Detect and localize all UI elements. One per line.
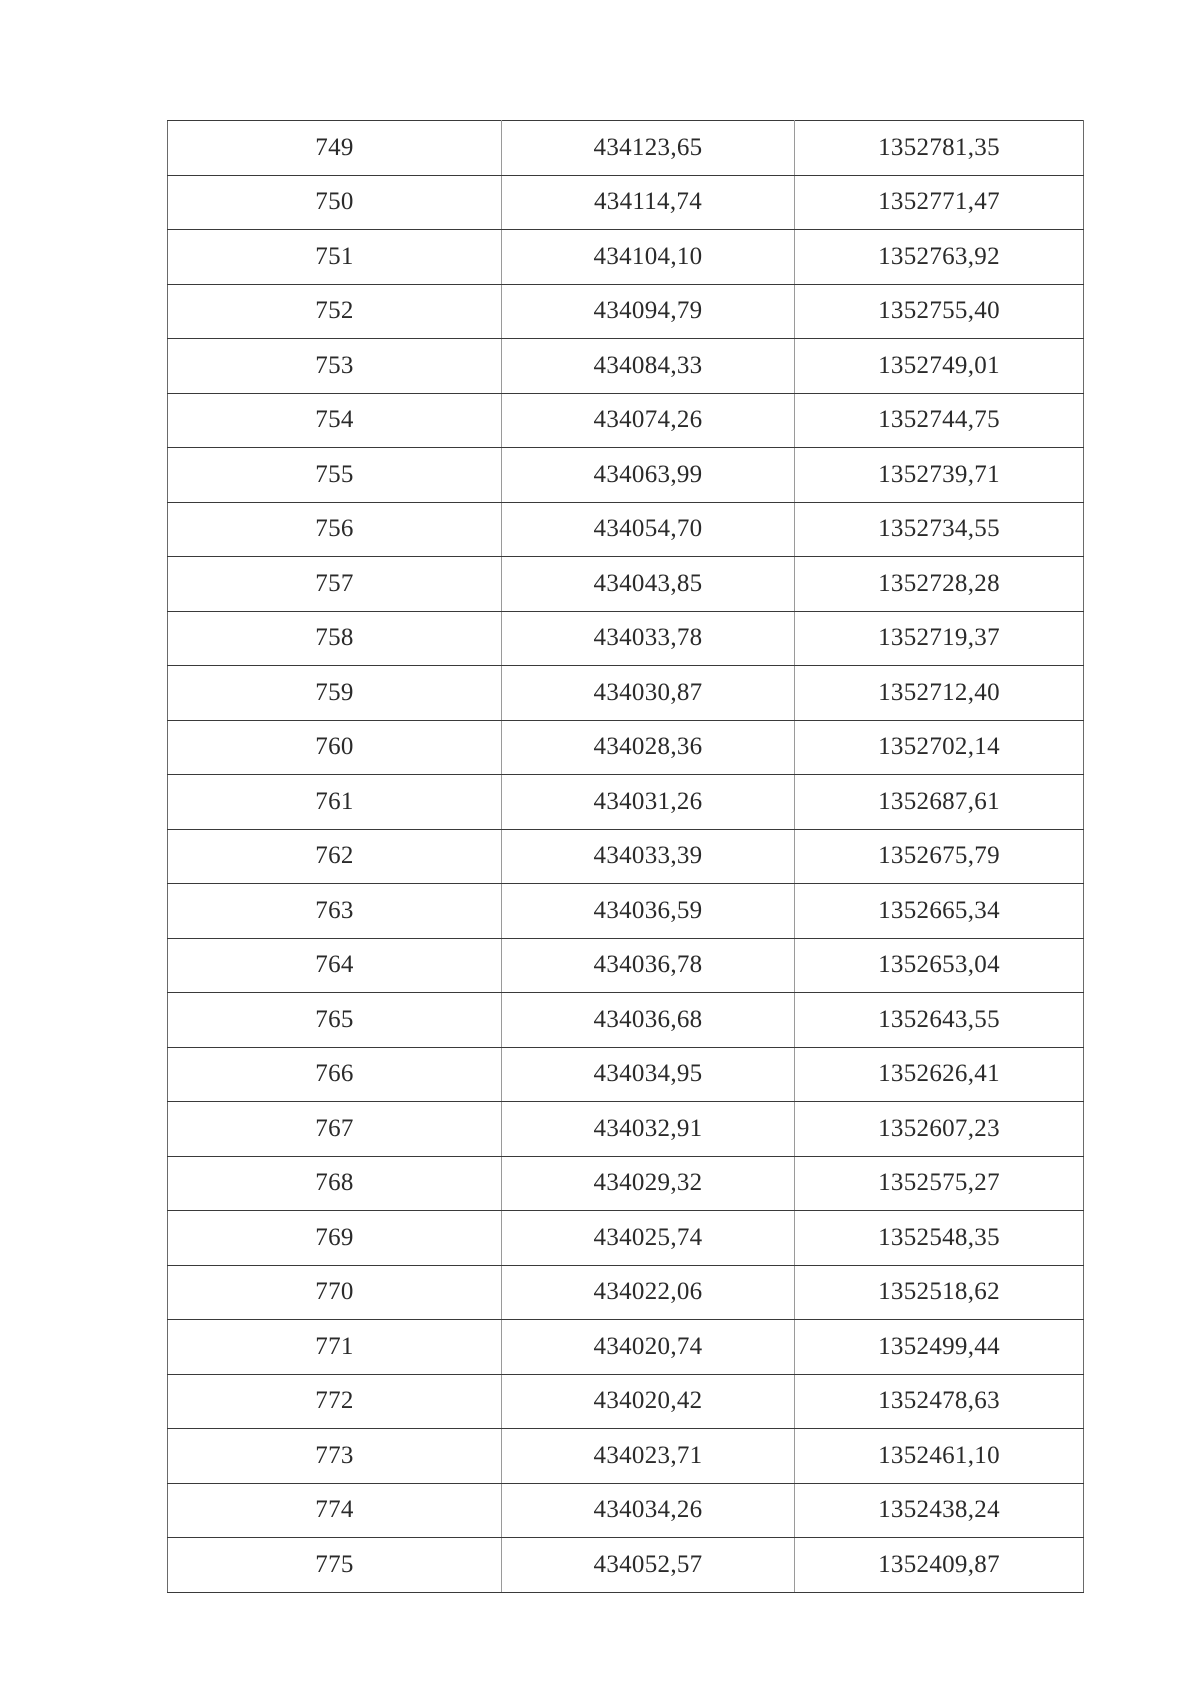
y-coordinate-cell: 1352675,79 — [795, 829, 1084, 884]
x-coordinate-cell: 434114,74 — [502, 175, 795, 230]
table-row — [168, 611, 1084, 666]
table-row — [168, 1047, 1084, 1102]
table-row — [168, 884, 1084, 939]
y-coordinate-cell: 1352665,34 — [795, 884, 1084, 939]
table-row — [168, 720, 1084, 775]
point-number-cell: 773 — [168, 1429, 502, 1484]
table-row — [168, 938, 1084, 993]
table-row — [168, 666, 1084, 721]
point-number-cell: 767 — [168, 1102, 502, 1157]
x-coordinate-cell: 434052,57 — [502, 1538, 795, 1593]
point-number-cell: 756 — [168, 502, 502, 557]
point-number-cell: 769 — [168, 1211, 502, 1266]
point-number-cell: 772 — [168, 1374, 502, 1429]
point-number-cell: 752 — [168, 284, 502, 339]
point-number-cell: 765 — [168, 993, 502, 1048]
y-coordinate-cell: 1352781,35 — [795, 121, 1084, 176]
x-coordinate-cell: 434063,99 — [502, 448, 795, 503]
point-number-cell: 766 — [168, 1047, 502, 1102]
x-coordinate-cell: 434032,91 — [502, 1102, 795, 1157]
table-row — [168, 121, 1084, 176]
table-row — [168, 448, 1084, 503]
y-coordinate-cell: 1352719,37 — [795, 611, 1084, 666]
y-coordinate-cell: 1352749,01 — [795, 339, 1084, 394]
y-coordinate-cell: 1352763,92 — [795, 230, 1084, 285]
point-number-cell: 763 — [168, 884, 502, 939]
point-number-cell: 761 — [168, 775, 502, 830]
point-number-cell: 775 — [168, 1538, 502, 1593]
point-number-cell: 758 — [168, 611, 502, 666]
x-coordinate-cell: 434043,85 — [502, 557, 795, 612]
coordinates-table — [167, 120, 1084, 1593]
y-coordinate-cell: 1352518,62 — [795, 1265, 1084, 1320]
y-coordinate-cell: 1352575,27 — [795, 1156, 1084, 1211]
table-row — [168, 230, 1084, 285]
point-number-cell: 753 — [168, 339, 502, 394]
point-number-cell: 759 — [168, 666, 502, 721]
point-number-cell: 774 — [168, 1483, 502, 1538]
table-row — [168, 284, 1084, 339]
point-number-cell: 764 — [168, 938, 502, 993]
y-coordinate-cell: 1352438,24 — [795, 1483, 1084, 1538]
y-coordinate-cell: 1352461,10 — [795, 1429, 1084, 1484]
y-coordinate-cell: 1352755,40 — [795, 284, 1084, 339]
y-coordinate-cell: 1352653,04 — [795, 938, 1084, 993]
x-coordinate-cell: 434023,71 — [502, 1429, 795, 1484]
y-coordinate-cell: 1352626,41 — [795, 1047, 1084, 1102]
point-number-cell: 770 — [168, 1265, 502, 1320]
y-coordinate-cell: 1352409,87 — [795, 1538, 1084, 1593]
y-coordinate-cell: 1352643,55 — [795, 993, 1084, 1048]
x-coordinate-cell: 434020,74 — [502, 1320, 795, 1375]
x-coordinate-cell: 434034,95 — [502, 1047, 795, 1102]
table-row — [168, 1374, 1084, 1429]
x-coordinate-cell: 434025,74 — [502, 1211, 795, 1266]
x-coordinate-cell: 434029,32 — [502, 1156, 795, 1211]
table-row — [168, 993, 1084, 1048]
x-coordinate-cell: 434104,10 — [502, 230, 795, 285]
x-coordinate-cell: 434028,36 — [502, 720, 795, 775]
y-coordinate-cell: 1352734,55 — [795, 502, 1084, 557]
table-row — [168, 829, 1084, 884]
table-row — [168, 1102, 1084, 1157]
table-row — [168, 1211, 1084, 1266]
point-number-cell: 754 — [168, 393, 502, 448]
x-coordinate-cell: 434030,87 — [502, 666, 795, 721]
x-coordinate-cell: 434033,39 — [502, 829, 795, 884]
y-coordinate-cell: 1352739,71 — [795, 448, 1084, 503]
y-coordinate-cell: 1352728,28 — [795, 557, 1084, 612]
y-coordinate-cell: 1352607,23 — [795, 1102, 1084, 1157]
x-coordinate-cell: 434036,59 — [502, 884, 795, 939]
y-coordinate-cell: 1352499,44 — [795, 1320, 1084, 1375]
point-number-cell: 751 — [168, 230, 502, 285]
y-coordinate-cell: 1352712,40 — [795, 666, 1084, 721]
point-number-cell: 760 — [168, 720, 502, 775]
table-row — [168, 1538, 1084, 1593]
x-coordinate-cell: 434074,26 — [502, 393, 795, 448]
y-coordinate-cell: 1352771,47 — [795, 175, 1084, 230]
table-row — [168, 393, 1084, 448]
point-number-cell: 755 — [168, 448, 502, 503]
coordinates-table-body — [168, 121, 1084, 1593]
y-coordinate-cell: 1352478,63 — [795, 1374, 1084, 1429]
y-coordinate-cell: 1352687,61 — [795, 775, 1084, 830]
x-coordinate-cell: 434036,68 — [502, 993, 795, 1048]
point-number-cell: 762 — [168, 829, 502, 884]
table-row — [168, 502, 1084, 557]
x-coordinate-cell: 434123,65 — [502, 121, 795, 176]
table-row — [168, 1429, 1084, 1484]
y-coordinate-cell: 1352744,75 — [795, 393, 1084, 448]
y-coordinate-cell: 1352548,35 — [795, 1211, 1084, 1266]
table-row — [168, 339, 1084, 394]
x-coordinate-cell: 434033,78 — [502, 611, 795, 666]
point-number-cell: 757 — [168, 557, 502, 612]
x-coordinate-cell: 434036,78 — [502, 938, 795, 993]
x-coordinate-cell: 434020,42 — [502, 1374, 795, 1429]
x-coordinate-cell: 434034,26 — [502, 1483, 795, 1538]
x-coordinate-cell: 434054,70 — [502, 502, 795, 557]
table-row — [168, 1156, 1084, 1211]
x-coordinate-cell: 434022,06 — [502, 1265, 795, 1320]
x-coordinate-cell: 434031,26 — [502, 775, 795, 830]
table-row — [168, 557, 1084, 612]
point-number-cell: 768 — [168, 1156, 502, 1211]
table-row — [168, 775, 1084, 830]
table-row — [168, 1265, 1084, 1320]
x-coordinate-cell: 434094,79 — [502, 284, 795, 339]
point-number-cell: 750 — [168, 175, 502, 230]
point-number-cell: 771 — [168, 1320, 502, 1375]
x-coordinate-cell: 434084,33 — [502, 339, 795, 394]
y-coordinate-cell: 1352702,14 — [795, 720, 1084, 775]
table-row — [168, 175, 1084, 230]
table-row — [168, 1483, 1084, 1538]
point-number-cell: 749 — [168, 121, 502, 176]
table-row — [168, 1320, 1084, 1375]
